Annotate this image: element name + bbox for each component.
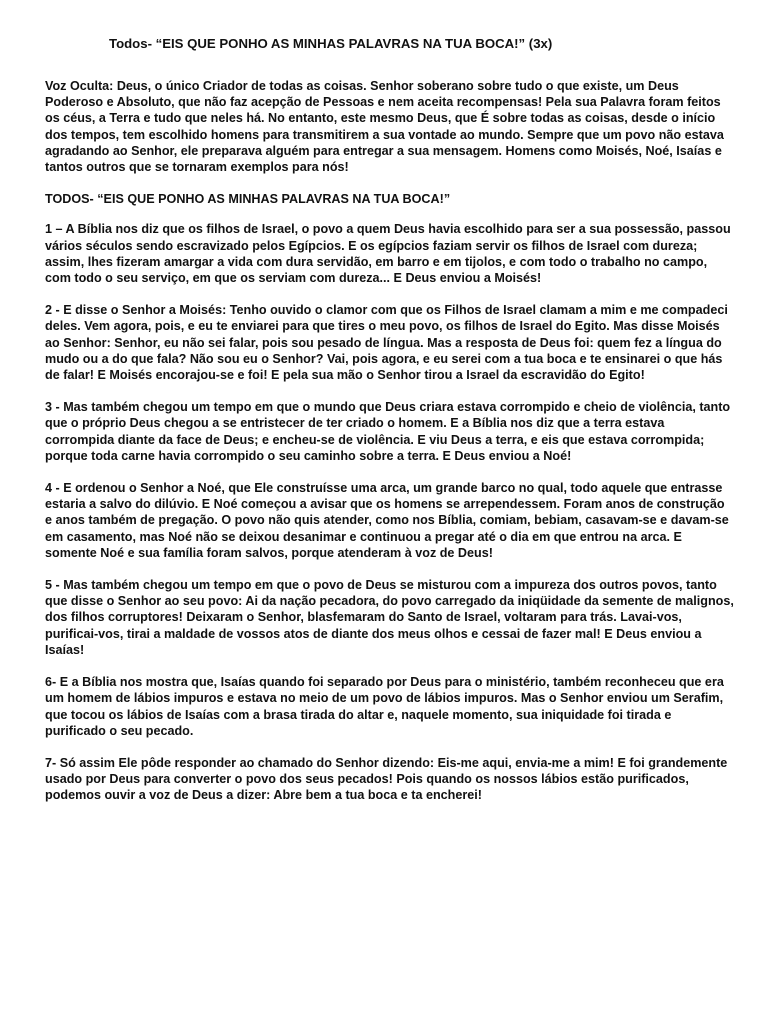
- paragraph-5: 5 - Mas também chegou um tempo em que o povo de Deus se misturou com a impureza dos outros povos, tanto que disse o Senhor ao seu povo: Ai da nação pecadora, do povo carregado da iniqüidade da semente de malignos, dos filhos corruptores! Deixaram o Senhor, blasfemaram do Santo de Israel, voltaram para trás. Lavai-vos, purificai-vos, tirai a maldade de vossos atos de diante dos meus olhos e cessai de fazer mal! E Deus enviou a Isaías!: [45, 578, 734, 657]
- paragraph-6: 6- E a Bíblia nos mostra que, Isaías quando foi separado por Deus para o ministério, também reconheceu que era um homem de lábios impuros e estava no meio de um povo de lábios impuros. Mas o Senhor enviou um Serafim, que tocou os lábios de Isaías com a brasa tirada do altar e, naquele momento, sua iniquidade foi tirada e purificado o seu pecado.: [45, 675, 724, 738]
- paragraph-chorus: TODOS- “EIS QUE PONHO AS MINHAS PALAVRAS NA TUA BOCA!”: [45, 192, 451, 207]
- paragraph-1: 1 – A Bíblia nos diz que os filhos de Israel, o povo a quem Deus havia escolhido para ser a sua possessão, passou vários séculos sendo escravizado pelos Egípcios. E os egípcios faziam servir os filhos de Israel com dureza; assim, lhes fizeram amargar a vida com dura servidão, em barro e em tijolos, e com todo o trabalho no campo, com todo o seu serviço, em que os serviam com dureza... E Deus enviou a Moisés!: [45, 222, 731, 286]
- paragraph-intro: Voz Oculta: Deus, o único Criador de todas as coisas. Senhor soberano sobre tudo o que existe, um Deus Poderoso e Absoluto, que não faz acepção de Pessoas e nem aceita recompensas! Pela sua Palavra foram feitos os céus, a Terra e tudo que neles há. No entanto, este mesmo Deus, que É sobre todas as coisas, desde o início dos tempos, tem escolhido homens para transmitirem a sua vontade ao mundo. Sempre que um povo não estava agradando ao Senhor, ele preparava alguém para entregar a sua mensagem. Homens como Moisés, Noé, Isaías e tantos outros que se tornaram exemplos para nós!: [45, 79, 724, 175]
- document-title: Todos- “EIS QUE PONHO AS MINHAS PALAVRAS NA TUA BOCA!” (3x): [109, 36, 553, 51]
- paragraph-3: 3 - Mas também chegou um tempo em que o mundo que Deus criara estava corrompido e cheio de violência, tanto que o próprio Deus chegou a se entristecer de ter criado o homem. E a Bíblia nos diz que a terra estava corrompida diante da face de Deus; e encheu-se de violência. E viu Deus a terra, e eis que estava corrompida; porque toda carne havia corrompido o seu caminho sobre a terra. E Deus enviou a Noé!: [45, 400, 731, 463]
- paragraph-4: 4 - E ordenou o Senhor a Noé, que Ele construísse uma arca, um grande barco no qual, todo aquele que entrasse estaria a salvo do dilúvio. E Noé começou a avisar que os homens se arrependessem. Foram anos de construção e anos também de pregação. O povo não quis atender, como nos Bíblia, comiam, bebiam, casavam-se e davam-se em casamento, mas Noé não se deixou desanimar e continuou a pregar até o dia em que entrou na arca. E somente Noé e sua família foram salvos, porque atenderam à voz de Deus!: [45, 481, 729, 560]
- paragraph-2: 2 - E disse o Senhor a Moisés: Tenho ouvido o clamor com que os Filhos de Israel clamam a mim e me compadeci deles. Vem agora, pois, e eu te enviarei para que tires o meu povo, os filhos de Israel do Egito. Mas disse Moisés ao Senhor: Senhor, eu não sei falar, pois sou pesado de língua. Mas a resposta de Deus foi: quem fez a língua do mudo ou a do que fala? Não sou eu o Senhor? Vai, pois agora, e eu serei com a tua boca e te ensinarei o que hás de falar! E Moisés encorajou-se e foi! E pela sua mão o Senhor tirou a Israel da escravidão do Egito!: [45, 303, 728, 383]
- document-body: [45, 78, 735, 820]
- paragraph-7: 7- Só assim Ele pôde responder ao chamado do Senhor dizendo: Eis-me aqui, envia-me a mim! E foi grandemente usado por Deus para converter o povo dos seus pecados! Pois quando os nossos lábios estão purificados, podemos ouvir a voz de Deus a dizer: Abre bem a tua boca e ta encherei!: [45, 755, 728, 803]
